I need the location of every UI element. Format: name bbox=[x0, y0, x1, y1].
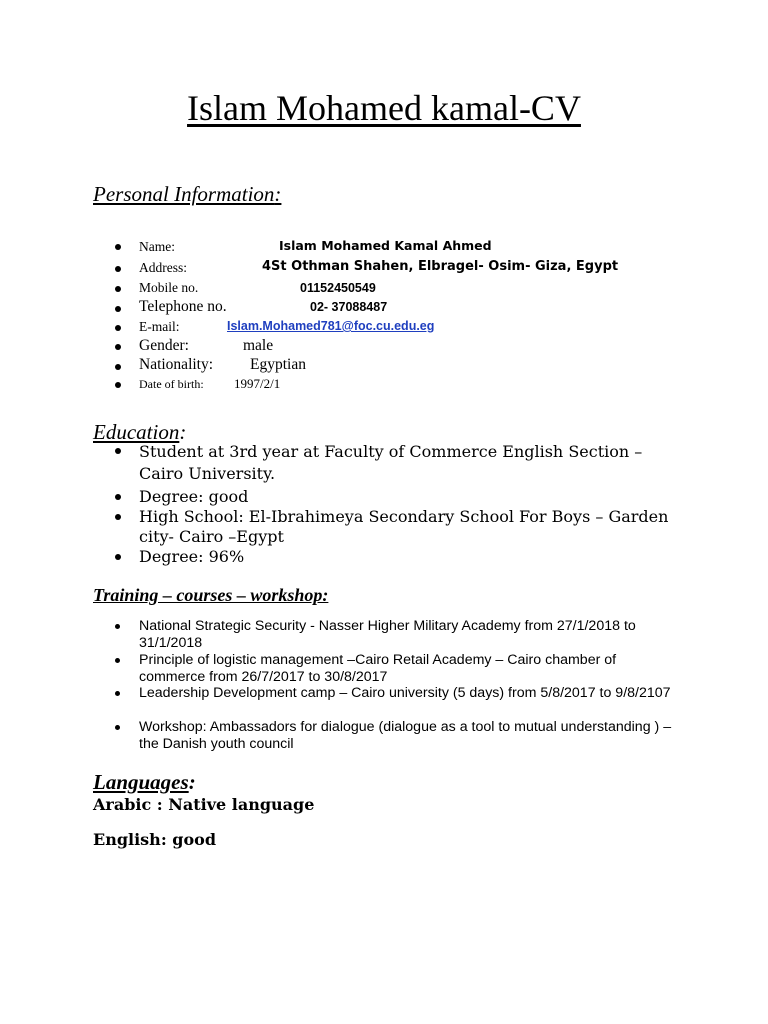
education-item-text: Degree: 96% bbox=[139, 547, 245, 566]
training-item-text: Principle of logistic management –Cairo Retail Academy – Cairo chamber of commerce from 26/7/2017 to 30/8/2017 bbox=[139, 652, 617, 685]
bullet-icon bbox=[115, 691, 120, 696]
education-item-text: Student at 3rd year at Faculty of Commerce English Section – Cairo University. bbox=[139, 442, 643, 483]
name-value: Islam Mohamed Kamal Ahmed bbox=[279, 238, 492, 253]
bullet-icon bbox=[115, 344, 121, 350]
dob-label: Date of birth: bbox=[139, 377, 204, 391]
bullet-icon bbox=[115, 448, 121, 454]
education-item-text: Degree: good bbox=[139, 487, 249, 506]
bullet-icon bbox=[115, 364, 121, 370]
dob-value: 1997/2/1 bbox=[234, 376, 281, 391]
bullet-icon bbox=[115, 554, 121, 560]
telephone-label: Telephone no. bbox=[139, 298, 227, 315]
bullet-icon bbox=[115, 244, 121, 250]
nationality-label: Nationality: bbox=[139, 356, 214, 373]
training-item-text: National Strategic Security - Nasser Higher Military Academy from 27/1/2018 to 31/1/2018 bbox=[139, 618, 636, 651]
bullet-icon bbox=[115, 266, 121, 272]
education-item-text: High School: El-Ibrahimeya Secondary School For Boys – Garden city- Cairo –Egypt bbox=[139, 507, 669, 546]
bullet-icon bbox=[115, 725, 120, 730]
personal-info-heading: Personal Information: bbox=[93, 182, 282, 206]
language-arabic: Arabic : Native language bbox=[93, 795, 315, 814]
bullet-icon bbox=[115, 658, 120, 663]
bullet-icon bbox=[115, 325, 121, 331]
bullet-icon bbox=[115, 624, 120, 629]
gender-label: Gender: bbox=[139, 337, 189, 354]
address-value: 4St Othman Shahen, Elbragel- Osim- Giza, Egypt bbox=[262, 259, 619, 274]
education-heading: Education: bbox=[93, 420, 187, 444]
name-label: Name: bbox=[139, 239, 175, 254]
gender-value: male bbox=[243, 337, 274, 354]
training-item-text: Workshop: Ambassadors for dialogue (dialogue as a tool to mutual understanding ) – the Danish youth council bbox=[139, 719, 672, 752]
email-link[interactable]: Islam.Mohamed781@foc.cu.edu.eg bbox=[227, 319, 435, 333]
training-heading: Training – courses – workshop: bbox=[93, 585, 329, 605]
language-english: English: good bbox=[93, 830, 217, 849]
email-label: E-mail: bbox=[139, 319, 180, 334]
telephone-value: 02- 37088487 bbox=[310, 300, 388, 314]
mobile-value: 01152450549 bbox=[300, 281, 376, 295]
bullet-icon bbox=[115, 382, 121, 388]
address-label: Address: bbox=[139, 260, 187, 275]
mobile-label: Mobile no. bbox=[139, 280, 199, 295]
bullet-icon bbox=[115, 286, 121, 292]
cv-title: Islam Mohamed kamal-CV bbox=[187, 88, 581, 128]
training-item-text: Leadership Development camp – Cairo university (5 days) from 5/8/2017 to 9/8/2107 bbox=[139, 685, 671, 701]
nationality-value: Egyptian bbox=[250, 356, 306, 373]
bullet-icon bbox=[115, 494, 121, 500]
bullet-icon bbox=[115, 514, 121, 520]
bullet-icon bbox=[115, 306, 121, 312]
languages-heading: Languages: bbox=[93, 770, 196, 794]
